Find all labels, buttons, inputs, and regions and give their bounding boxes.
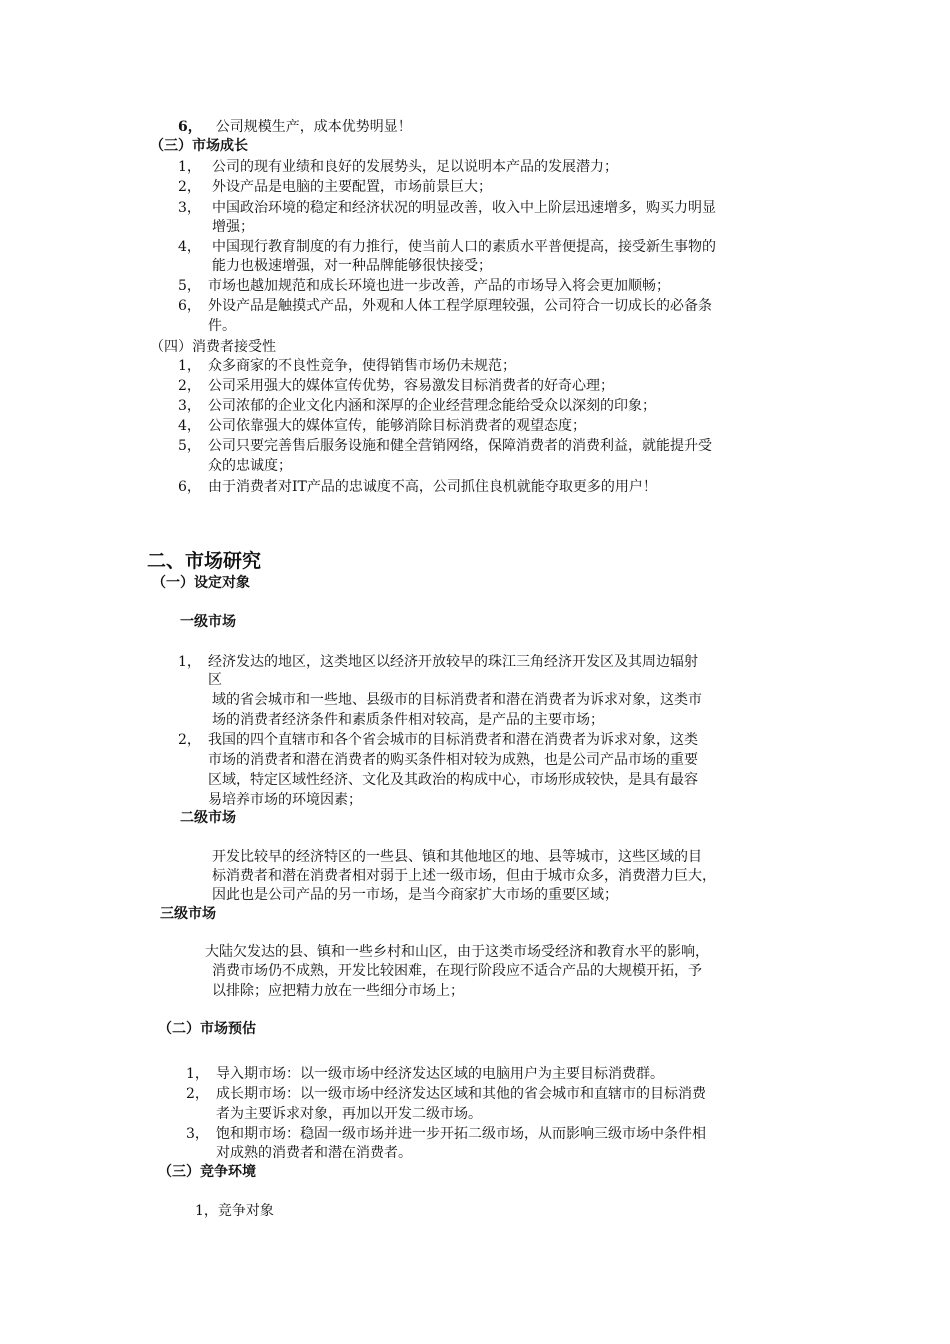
list-item — [178, 177, 201, 197]
tier3-text: 大陆欠发达的县、镇和一些乡村和山区，由于这类市场受经济和教育水平的影响， — [205, 944, 709, 960]
tier3-text: 以排除；应把精力放在一些细分市场上； — [212, 983, 464, 999]
item-text: 经济发达的地区，这类地区以经济开放较早的珠江三角经济开发区及其周边辐射 — [208, 654, 698, 670]
list-item — [178, 356, 201, 376]
section-title-set-target: （一）设定对象 — [152, 575, 250, 591]
section-title-consumer-acceptance: （四）消费者接受性 — [150, 339, 276, 355]
list-item — [178, 276, 201, 296]
item-number: 6， — [178, 298, 201, 314]
item-number: 2， — [186, 1086, 209, 1102]
item-text: 公司采用强大的媒体宣传优势，容易激发目标消费者的好奇心理； — [208, 378, 614, 394]
tier2-market-title: 二级市场 — [180, 810, 236, 826]
list-item — [178, 396, 201, 416]
item-text: 众多商家的不良性竞争，使得销售市场仍未规范； — [208, 358, 516, 374]
item-text-cont: 件。 — [208, 318, 236, 334]
item-number: 3， — [178, 200, 201, 216]
item-text-cont: 区 — [208, 672, 222, 688]
item-text: 外设产品是电脑的主要配置，市场前景巨大； — [212, 179, 492, 195]
tier2-text: 开发比较早的经济特区的一些县、镇和其他地区的地、县等城市，这些区域的目 — [212, 849, 702, 865]
list-item — [178, 477, 201, 497]
item-number: 1， — [178, 358, 201, 374]
item-number: 2， — [178, 179, 201, 195]
list-item — [178, 730, 201, 750]
item-text-cont: 易培养市场的环境因素； — [208, 792, 362, 808]
item-text: 中国政治环境的稳定和经济状况的明显改善，收入中上阶层迅速增多，购买力明显 — [212, 200, 716, 216]
item-text: 饱和期市场：稳固一级市场并进一步开拓二级市场，从而影响三级市场中条件相 — [216, 1126, 706, 1142]
tier3-market-title: 三级市场 — [160, 906, 216, 922]
item-text: 外设产品是触摸式产品，外观和人体工程学原理较强，公司符合一切成长的必备条 — [208, 298, 712, 314]
list-item — [186, 1124, 209, 1144]
item-number: 6， — [178, 119, 202, 135]
section-title-competition: （三）竞争环境 — [158, 1164, 256, 1180]
item-text-cont: 域的省会城市和一些地、县级市的目标消费者和潜在消费者为诉求对象，这类市 — [212, 692, 702, 708]
list-item — [178, 296, 201, 316]
item-text: 公司只要完善售后服务设施和健全营销网络，保障消费者的消费利益，就能提升受 — [208, 438, 712, 454]
list-item — [178, 652, 201, 672]
list-item — [178, 237, 201, 257]
item-text: 公司浓郁的企业文化内涵和深厚的企业经营理念能给受众以深刻的印象； — [208, 398, 656, 414]
item-text-cont: 增强； — [212, 219, 254, 235]
item-number: 2， — [178, 378, 201, 394]
item-text: 由于消费者对IT产品的忠诚度不高，公司抓住良机就能夺取更多的用户！ — [208, 479, 657, 495]
item-number: 4， — [178, 418, 201, 434]
item-text: 公司依靠强大的媒体宣传，能够消除目标消费者的观望态度； — [208, 418, 586, 434]
item-text-cont: 市场的消费者和潜在消费者的购买条件相对较为成熟，也是公司产品市场的重要 — [208, 752, 698, 768]
item-text-cont: 区域，特定区域性经济、文化及其政治的构成中心，市场形成较快，是具有最容 — [208, 772, 698, 788]
item-number: 5， — [178, 278, 201, 294]
item-text: 我国的四个直辖市和各个省会城市的目标消费者和潜在消费者为诉求对象，这类 — [208, 732, 698, 748]
item-text: 公司的现有业绩和良好的发展势头，足以说明本产品的发展潜力； — [212, 159, 618, 175]
list-item — [178, 198, 201, 218]
list-item: 1，竞争对象 — [195, 1203, 274, 1219]
list-item — [186, 1084, 209, 1104]
item-text: 市场也越加规范和成长环境也进一步改善，产品的市场导入将会更加顺畅； — [208, 278, 670, 294]
list-item — [178, 436, 201, 456]
list-item — [178, 376, 201, 396]
tier2-text: 因此也是公司产品的另一市场，是当今商家扩大市场的重要区域； — [212, 887, 618, 903]
section-title-market-estimate: （二）市场预估 — [158, 1021, 256, 1037]
item-text-cont: 能力也极速增强，对一种品牌能够很快接受； — [212, 258, 492, 274]
item-number: 6， — [178, 479, 201, 495]
list-item — [186, 1064, 209, 1084]
item-number: 1， — [186, 1066, 209, 1082]
item-number: 3， — [186, 1126, 209, 1142]
item-number: 2， — [178, 732, 201, 748]
item-text: 导入期市场：以一级市场中经济发达区域的电脑用户为主要目标消费群。 — [216, 1066, 664, 1082]
tier1-market-title: 一级市场 — [180, 614, 236, 630]
item-text: 中国现行教育制度的有力推行，使当前人口的素质水平普便提高，接受新生事物的 — [212, 239, 716, 255]
item-number: 1， — [178, 159, 201, 175]
item-number: 1， — [178, 654, 201, 670]
item-text-cont: 者为主要诉求对象，再加以开发二级市场。 — [216, 1106, 482, 1122]
item-text-cont: 众的忠诚度； — [208, 458, 292, 474]
item-number: 3， — [178, 398, 201, 414]
item-number: 5， — [178, 438, 201, 454]
heading-market-research: 二、市场研究 — [147, 550, 262, 572]
item-text: 成长期市场：以一级市场中经济发达区域和其他的省会城市和直辖市的目标消费 — [216, 1086, 706, 1102]
item-text-cont: 对成熟的消费者和潜在消费者。 — [216, 1145, 412, 1161]
item-text-cont: 场的消费者经济条件和素质条件相对较高，是产品的主要市场； — [212, 712, 604, 728]
list-item — [178, 117, 412, 137]
tier2-text: 标消费者和潜在消费者相对弱于上述一级市场，但由于城市众多，消费潜力巨大， — [212, 868, 716, 884]
item-number: 4， — [178, 239, 201, 255]
item-text: 公司规模生产，成本优势明显！ — [215, 119, 412, 135]
list-item — [178, 416, 201, 436]
section-title-market-growth: （三）市场成长 — [150, 138, 248, 154]
tier3-text: 消费市场仍不成熟，开发比较困难，在现行阶段应不适合产品的大规模开拓，予 — [212, 963, 702, 979]
list-item — [178, 157, 201, 177]
